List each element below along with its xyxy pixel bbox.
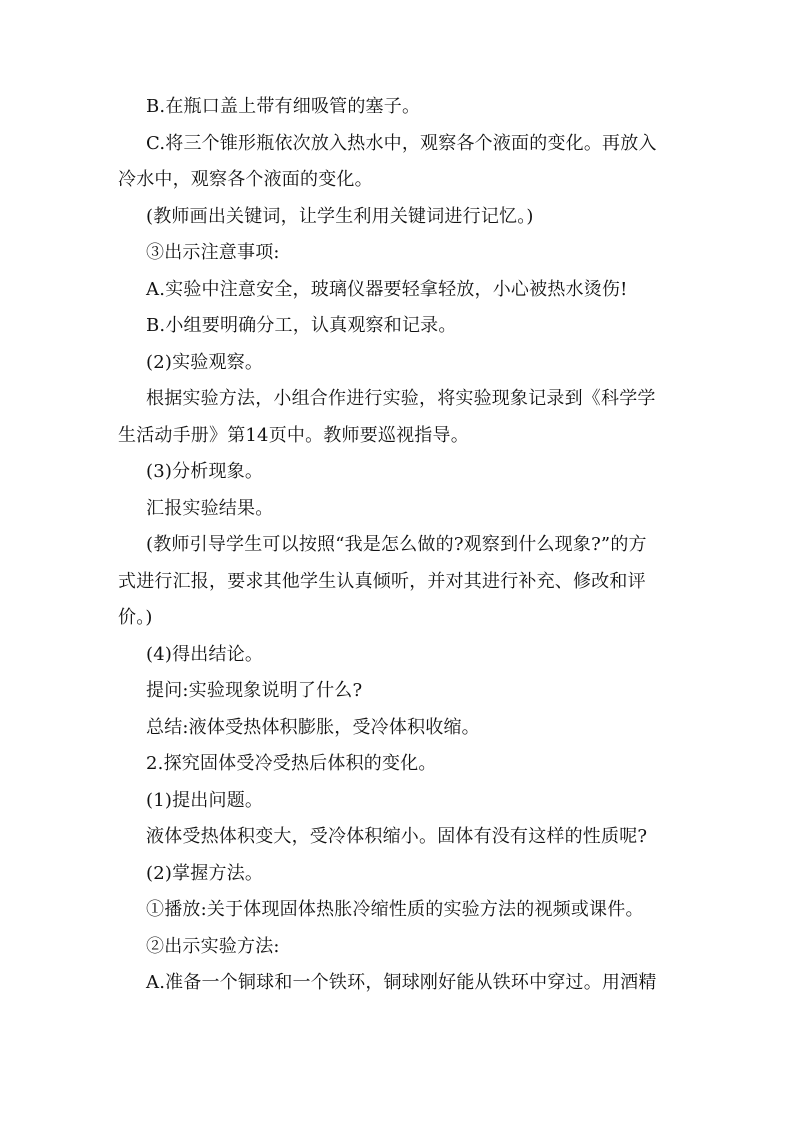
text-line: ②出示实验方法: [146,935,280,957]
text-line: (1)提出问题。 [146,789,264,811]
text-line: 总结:液体受热体积膨胀，受冷体积收缩。 [146,716,480,738]
text-line: 冷水中，观察各个液面的变化。 [118,169,373,190]
text-line: 式进行汇报，要求其他学生认真倾听，并对其进行补充、修改和评 [118,570,646,592]
text-line: 根据实验方法，小组合作进行实验，将实验现象记录到《科学学 [146,388,656,409]
text-line: 液体受热体积变大，受冷体积缩小。固体有没有这样的性质呢? [146,826,648,847]
text-line: 价。) [118,607,153,628]
text-line: (3)分析现象。 [146,461,264,482]
text-line: B.在瓶口盖上带有细吸管的塞子。 [146,96,421,117]
text-line: ①播放:关于体现固体热胀冷缩性质的实验方法的视频或课件。 [146,899,644,920]
text-line: B.小组要明确分工，认真观察和记录。 [146,315,457,336]
text-line: (教师引导学生可以按照“我是怎么做的?观察到什么现象?”的方 [146,534,647,555]
text-line: 2.探究固体受冷受热后体积的变化。 [146,753,437,774]
text-line: 生活动手册》第14页中。教师要巡视指导。 [118,424,469,446]
text-line: A.准备一个铜球和一个铁环，铜球刚好能从铁环中穿过。用酒精 [146,972,657,993]
text-line: A.实验中注意安全，玻璃仪器要轻拿轻放，小心被热水烫伤! [146,278,628,300]
document-body [118,89,678,1002]
text-line: C.将三个锥形瓶依次放入热水中，观察各个液面的变化。再放入 [146,132,657,154]
text-line: (教师画出关键词，让学生利用关键词进行记忆。) [146,205,534,227]
text-line: (2)掌握方法。 [146,862,264,884]
text-line: (4)得出结论。 [146,643,264,665]
text-line: (2)实验观察。 [146,351,264,373]
text-line: 汇报实验结果。 [146,497,274,519]
text-line: 提问:实验现象说明了什么? [146,680,363,701]
text-line: ③出示注意事项: [146,242,280,263]
